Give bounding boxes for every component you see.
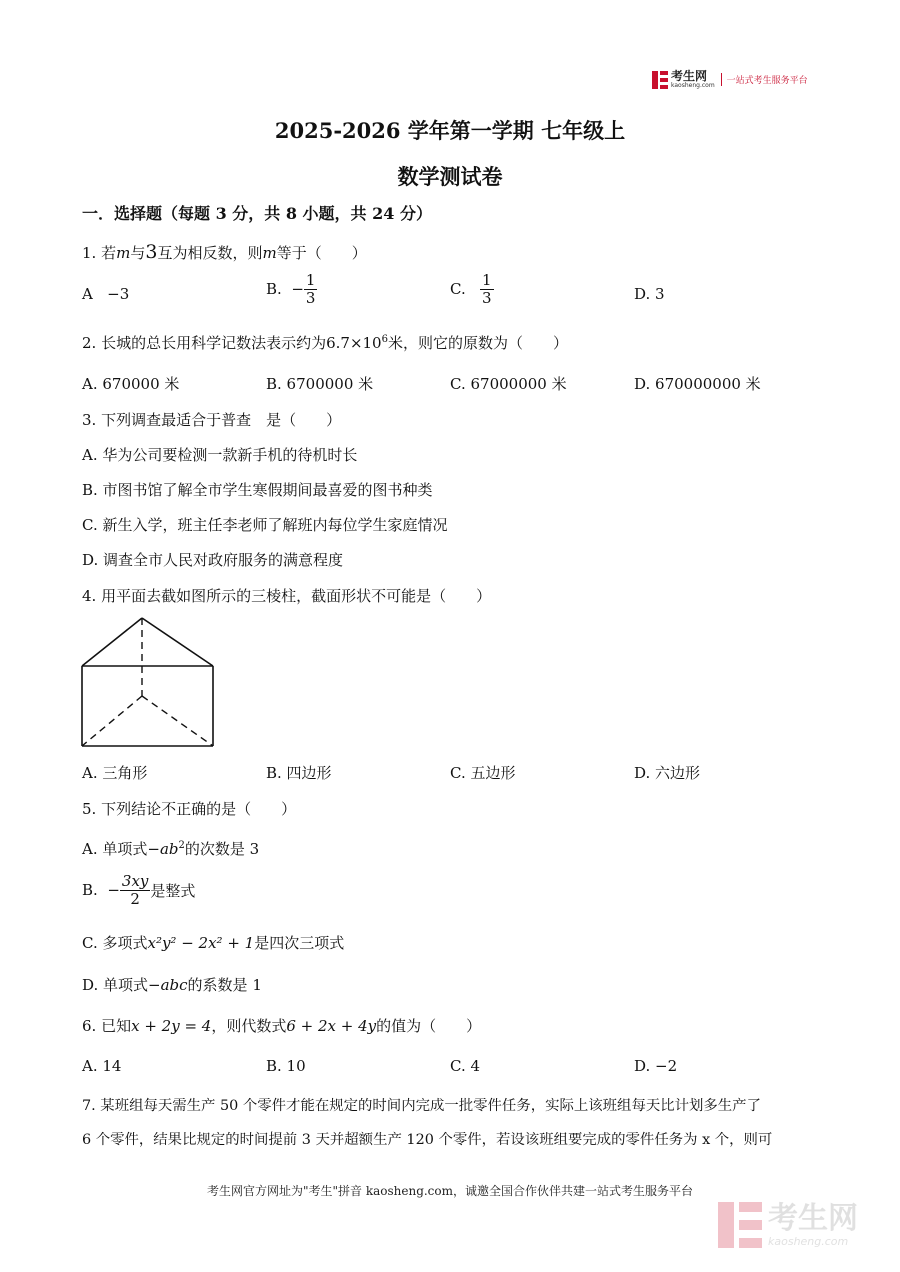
question-7-line-1: 7. 某班组每天需生产 50 个零件才能在规定的时间内完成一批零件任务，实际上该班组每天比计划多生产了 xyxy=(82,1098,761,1114)
question-5-option-d: D. 单项式−abc的系数是 1 xyxy=(82,976,262,994)
watermark-name: 考生网 xyxy=(768,1200,858,1236)
question-5-option-b: B. − $\frac{3xy}{2}$ 是整式 xyxy=(82,872,196,908)
question-2-option-a: A. 670000 米 xyxy=(82,375,180,393)
brand-logo-icon xyxy=(652,71,668,89)
watermark xyxy=(718,1202,858,1248)
page-title: 2025-2026 学年第一学期 七年级上 xyxy=(274,118,626,143)
watermark-logo-icon xyxy=(718,1202,762,1248)
question-4-stem: 4. 用平面去截如图所示的三棱柱，截面形状不可能是（ ） xyxy=(82,587,492,605)
question-5-stem: 5. 下列结论不正确的是（ ） xyxy=(82,800,297,818)
watermark-domain: kaosheng.com xyxy=(768,1234,849,1248)
question-4-option-b: B. 四边形 xyxy=(266,764,332,782)
question-4-option-a: A. 三角形 xyxy=(82,764,148,782)
footer-note: 考生网官方网址为"考生"拼音 kaosheng.com，诚邀全国合作伙伴共建一站式考生服务平台 xyxy=(206,1184,694,1198)
question-5-option-c: C. 多项式x²y² − 2x² + 1是四次三项式 xyxy=(82,934,345,952)
question-3-option-a: A. 华为公司要检测一款新手机的待机时长 xyxy=(82,446,358,464)
triangular-prism-figure xyxy=(76,612,220,752)
question-2-option-b: B. 6700000 米 xyxy=(266,375,374,393)
question-1-option-c: C. $\frac{1}{3}$ xyxy=(450,271,492,307)
brand-domain: kaosheng.com xyxy=(671,82,715,89)
question-1-option-d: D. 3 xyxy=(634,285,665,303)
brand-logo xyxy=(652,70,808,89)
question-3-option-c: C. 新生入学，班主任李老师了解班内每位学生家庭情况 xyxy=(82,516,448,534)
question-3-option-d: D. 调查全市人民对政府服务的满意程度 xyxy=(82,551,344,569)
question-6-option-a: A. 14 xyxy=(82,1057,122,1075)
brand-slogan: 一站式考生服务平台 xyxy=(721,73,808,86)
question-1-option-b: B. − $\frac{1}{3}$ xyxy=(266,271,316,307)
question-4-option-d: D. 六边形 xyxy=(634,764,701,782)
question-7-line-2: 6 个零件，结果比规定的时间提前 3 天并超额生产 120 个零件，若设该班组要完成的零件任务为 x 个，则可 xyxy=(82,1132,773,1148)
question-1-stem: 1. 若m与3互为相反数，则m等于（ ） xyxy=(82,241,367,263)
question-2-stem: 2. 长城的总长用科学记数法表示约为$6.7\times 10^6$米，则它的原数为（ ） xyxy=(82,334,568,352)
question-6-option-d: D. −2 xyxy=(634,1057,678,1075)
question-1-option-a: A −3 xyxy=(82,285,130,303)
question-6-option-b: B. 10 xyxy=(266,1057,306,1075)
brand-name: 考生网 xyxy=(671,69,708,83)
question-5-option-a: A. 单项式$-ab^2$的次数是 3 xyxy=(82,840,260,858)
question-4-option-c: C. 五边形 xyxy=(450,764,516,782)
question-2-option-d: D. 670000000 米 xyxy=(634,375,761,393)
question-2-option-c: C. 67000000 米 xyxy=(450,375,567,393)
question-3-stem: 3. 下列调查最适合于普查 是（ ） xyxy=(82,411,342,429)
section-heading: 一．选择题（每题 3 分，共 8 小题，共 24 分） xyxy=(82,204,432,223)
question-6-stem: 6. 已知x + 2y = 4，则代数式6 + 2x + 4y的值为（ ） xyxy=(82,1017,482,1035)
question-6-option-c: C. 4 xyxy=(450,1057,481,1075)
page-subtitle: 数学测试卷 xyxy=(397,164,503,189)
question-3-option-b: B. 市图书馆了解全市学生寒假期间最喜爱的图书种类 xyxy=(82,481,433,499)
